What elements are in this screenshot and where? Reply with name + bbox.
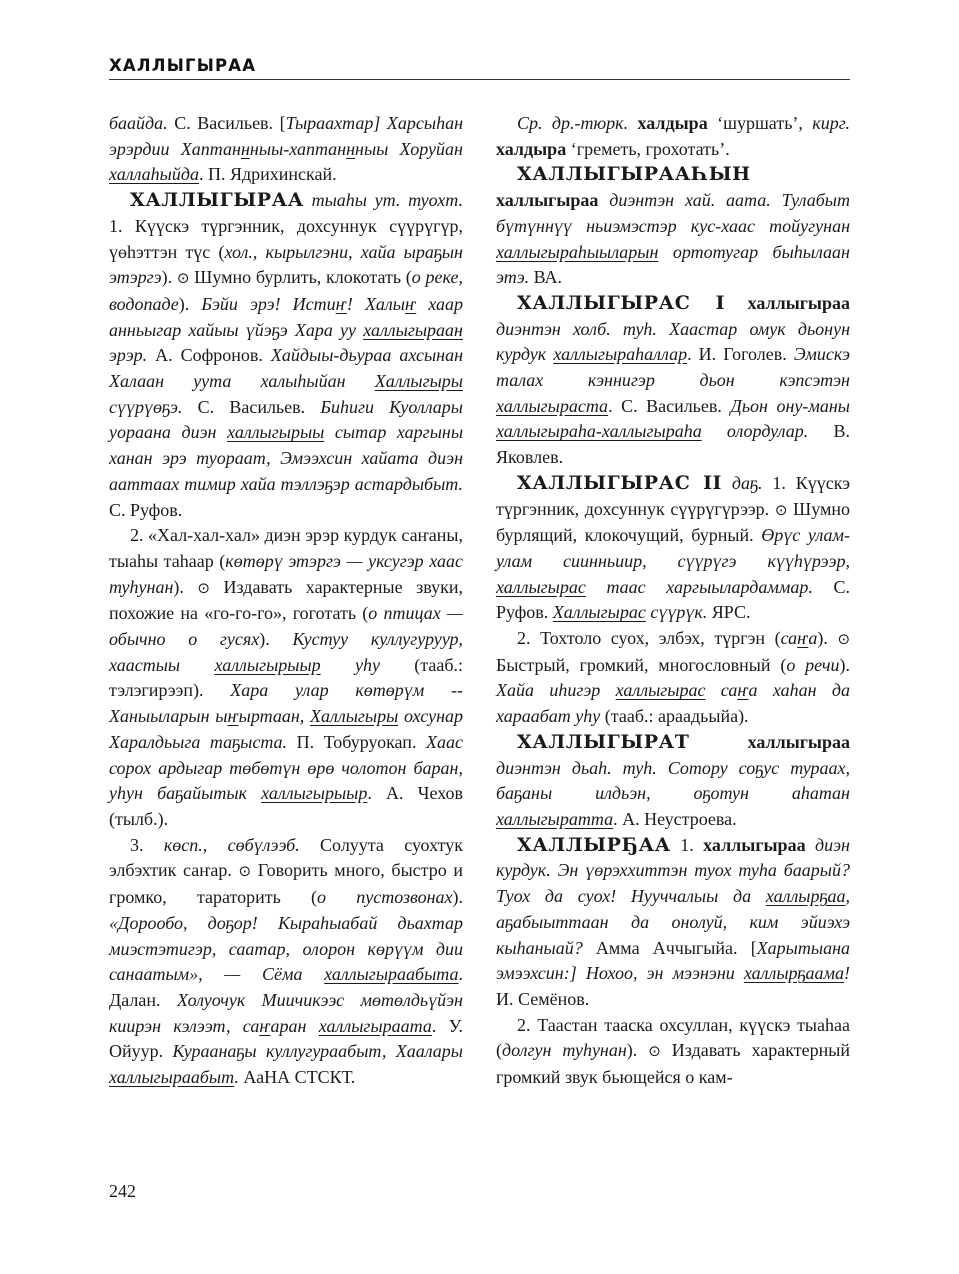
example-keyword: Халлыгыры [310,706,399,727]
example-part: сүүрүөҕэ. [109,396,183,417]
example-part: олордулар. [701,421,809,442]
example-keyword: халлырҕаама [743,963,844,984]
punct: ). [817,628,838,649]
underlined-letter: ҥ [404,293,417,314]
punct: ). [452,887,463,908]
gloss: ‘греметь, грохотать’. [566,138,730,159]
example-part: Тыраахтар] Харсыһан эрэрдии Хаптан [109,113,464,159]
example-keyword: халлыгыраан [363,319,463,340]
example-part: Харытыана эмээхсин:] Нохоо, эн мээнэни [496,937,850,984]
running-head: ХАЛЛЫГЫРАА [109,56,257,75]
headword: ХАЛЛЫГЫРАТ [517,730,690,753]
example-part: аран [270,1015,319,1036]
underlined-letter: ҥ [737,680,749,701]
example-keyword: халлыгырас [615,680,706,701]
punct: ). [626,1040,649,1061]
usage-note [781,628,818,648]
example-text [109,913,463,984]
citation: (тааб.: тэлэгирээп). [109,654,463,701]
example-part: диэнтэн дьаһ. туһ. Сотору соҕус тураах, баҕаны илдьэн, оҕотун аһатан [496,757,850,804]
reference-word: халлыгыраа [689,731,850,752]
citation: . И. Гоголев. [687,344,794,365]
citation: ЯРС. [707,602,751,623]
citation: А. Неустроева. [617,808,737,829]
example-part: . [234,1067,239,1088]
entry-khallygyraahyn [496,162,850,291]
example-part: ыртаан, [238,706,310,727]
translation: Быстрый, громкий, многословный ( [496,654,787,675]
etymon: халдыра [637,113,708,133]
header-rule [109,79,850,80]
usage-note: о пустозвонах [317,887,453,908]
example-keyword: халлыгыраста [496,395,609,416]
translation: Говорить много, быстро и громко, тараторить ( [109,860,464,908]
example-part: «Дорообо, доҕор! Кыраһыабай дьахтар миэстэтигэр, саатар, олорон көрүүм дии санаатым», — Сёма [109,912,463,985]
translation: Издавать характерные звуки, похожие на «го-го-го», гоготать ( [109,576,464,624]
example-keyword: халлыгыраата [318,1015,432,1036]
reference-word: халлыгыраа [725,292,850,313]
punct: ). [839,654,850,675]
example-keyword: халлыгыраһыыларын [496,241,659,262]
headword: ХАЛЛЫГЫРАС ІІ [517,471,723,494]
example-part: Бэйи эрэ! Исти [201,293,336,314]
definition: 2. «Хал-хал-хал» диэн эрэр курдук саҥаны, тыаһы таһаар ( [109,525,463,571]
usage-note: о птицах — обычно о гусях [109,603,463,650]
headword: ХАЛЛЫРҔАА [517,833,671,856]
usage-note: көтөрү этэргэ — уксугэр хаас туһунан [109,550,463,597]
entry-khallyrgaa [496,833,850,1013]
citation: ВА. [529,267,563,288]
citation: И. Семёнов. [496,988,590,1009]
example-part: ныы-хаптан [249,138,347,159]
sense-2 [109,523,463,832]
example-part: Кустуу куллугуруур, хаастыы [109,629,463,675]
underlined-letter: ҥ [259,1015,271,1036]
usage-note: о реке, водопаде [109,267,463,314]
circle-dot-icon: ⊙ [176,269,190,288]
usage-part: а [808,628,818,649]
example-keyword: халлыгыраһа-халлыгыраһа [496,421,702,442]
sense-number: 3. [130,834,164,855]
example-keyword: халлыгыраабыт [109,1067,235,1088]
example-part: диэн курдук. Эн үөрэххиттэн туох туһа баарый? Туох да суох! Нууччалыы да [496,834,850,907]
circle-dot-icon: ⊙ [238,862,252,881]
translation: Издавать характерный громкий звук бьющейся о кам- [496,1040,850,1088]
reference-word: халлыгыраа [703,834,806,855]
entry-khallygyras-1 [496,291,850,471]
example-part: ! [844,963,850,984]
example-part: Өрүс улам-улам сиинньиир, сүүрүгэ күүһүрээр, [496,525,850,571]
citation: С. Васильев. [182,396,321,417]
example-part: са [705,680,738,701]
headword: ХАЛЛЫГЫРАС І [517,291,726,314]
punct: ). [161,267,177,288]
definition: 2. Тохтоло суох, элбэх, түргэн ( [517,628,781,649]
right-column [496,111,850,1091]
underlined-letter: ҥ [335,293,347,314]
example-part: сүүрүк. [645,602,708,623]
circle-dot-icon: ⊙ [648,1042,661,1061]
example-part: Хара улар көтөрүм -- Ханыыларын ы [109,680,463,727]
headword: ХАЛЛЫГЫРААҺЫН [517,163,751,186]
citation: Амма Аччыгыйа. [ [582,937,757,958]
gloss: ‘шуршать’, [707,113,813,133]
example-part: Холуочук Миичикээс мөтөлдьүйэн киирэн кэлээт, са [109,989,463,1036]
definition: 1. Күүскэ түргэнник, дохсуннук сүүрүгүр, үөһэттэн түс ( [109,215,463,262]
page-number: 242 [109,1181,136,1201]
punct: ). [259,629,293,650]
example-part: а хаһан да хараабат уһу [496,680,850,727]
citation: . С. Васильев. [608,395,731,416]
italic-text: баайда. [109,113,168,133]
citation: А. Софронов. [147,345,271,366]
circle-dot-icon: ⊙ [774,500,788,519]
example-keyword: халлырҕаа [765,886,846,907]
example-text [553,602,708,622]
definition: 1. Күүскэ түргэнник, дохсуннук сүүрүгүрээр. [496,472,850,519]
sense-3 [109,833,463,1091]
example-part: Хаас сорох ардыгар төбөтүн өрө чолотон баран, уһун баҕайытык [109,731,463,804]
example-keyword: халлыгыратта [496,808,614,829]
definition: 2. Таастан тааска охсуллан, күүскэ тыаһаа ( [496,1014,850,1061]
entry-continuation [109,111,463,188]
example-part: Дьон ону-маны [730,395,850,416]
circle-dot-icon: ⊙ [837,630,851,649]
citation: (тааб.: араадьыйа). [600,706,749,727]
citation: С. Васильев. [ [167,113,286,133]
example-part: хаар анньыгар хайыы үйэҕэ Хара уу [109,293,464,340]
punct: ). [173,576,198,597]
circle-dot-icon: ⊙ [197,578,210,597]
example-part: Эмискэ талах кэннигэр дьон кэпсэтэн [496,344,850,391]
sense-2-khallyrgaa [496,1013,850,1091]
example-keyword: Халлыгыры [374,371,463,392]
example-part: таас харгыылардаммар. [585,576,813,597]
example-part: Хайа иһигэр [496,680,616,701]
citation: . А. Чехов (тылб.). [109,783,464,829]
example-part: сытар харгыны ханан эрэ туораат, Эмээхсин хайата диэн ааттаах тимир хайа тэллэҕэр астардыбыт. [109,422,464,494]
example-part: диэнтэн хай. аата. Тулабыт бүтүннүү ньиэмэстэр кус-хаас тойугунан [496,190,850,236]
entry-khallygyras-2 [496,471,850,626]
example-keyword: халлыгыраһаллар [553,344,688,365]
entry-khallygyrat [496,730,850,833]
citation: С. Руфов. [496,576,850,623]
example-keyword: халлыгырас [496,576,586,597]
reference-word: халлыгыраа [496,190,599,211]
citation: В. Яковлев. [496,421,850,468]
definition: Солуута суохтук элбэхтик саҥар. [109,834,464,881]
etymology-label: Ср. др.-тюрк. [517,113,638,133]
underlined-letter: ҥ [227,706,239,727]
citation: . Далан. [109,964,463,1010]
example-part: Хайдыы-дьураа ахсынан Халаан уута халыһыйан [109,345,463,392]
grammar-label: көсп., сөбүлээб. [163,834,300,855]
translation: Шумно бурлящий, клокочущий, бурный. [496,498,850,546]
example-part: ныы Хоруйан [355,138,463,159]
entry-khallygyraa [109,188,463,523]
etymology [496,111,850,162]
example-keyword: халлыгырыыр [214,654,321,675]
usage-note: хол., кырылгэни, хайа ыраҕын этэргэ [109,241,463,288]
example-part: ортотугар быһылаан этэ. [496,241,850,288]
example-keyword: халлыгыраабыта [324,964,459,985]
example-part: охсунар Харалдьыга таҕыста. [109,706,464,752]
citation: С. Руфов. [109,499,183,520]
usage-note: долгун туһунан [502,1040,627,1061]
example-keyword: халлыгырыы [227,422,325,443]
translation: Шумно бурлить, клокотать ( [189,267,412,288]
etymology-label: кирг. [812,113,851,133]
etymon: халдыра [496,138,567,159]
citation: . П. Ядрихинскай. [198,164,337,185]
example-keyword: халлыгырыыр [261,783,368,804]
citation: АаНА СТСКТ. [238,1067,356,1088]
usage-part: са [780,628,798,649]
example-part: уһу [320,654,380,675]
citation: П. Тобуруокап. [287,731,427,752]
left-column [109,111,463,1091]
grammar-label: даҕ. [722,472,763,493]
citation: . У. Ойуур. [109,1015,463,1062]
punct: . [613,808,618,829]
example-part: диэнтэн холб. туһ. Хаастар омук дьонун курдук [496,318,850,365]
example-part: ! Халы [346,293,405,314]
example-part: Биһиги Куоллары уораана диэн [109,396,463,443]
headword: ХАЛЛЫГЫРАА [130,189,304,212]
punct: ). [178,293,202,314]
grammar-label: тыаһы ут. туохт. [303,190,463,211]
sense-number: 1. [670,834,704,855]
underlined-letter: н [346,138,356,159]
underlined-letter: н [240,138,250,159]
example-keyword: Халлыгырас [552,602,646,623]
underlined-letter: ҥ [797,628,809,649]
example-keyword: халлаһыйда [109,164,199,185]
example-part: Кураанаҕы куллугураабыт, Хаалары [172,1041,463,1062]
example-part: эрэр. [109,345,148,366]
example-part: , аҕабыыттаан да онолуй, ким эйиэхэ кыһаныай? [496,886,850,958]
usage-note: о речи [786,654,840,675]
sense-2-right [496,626,850,730]
